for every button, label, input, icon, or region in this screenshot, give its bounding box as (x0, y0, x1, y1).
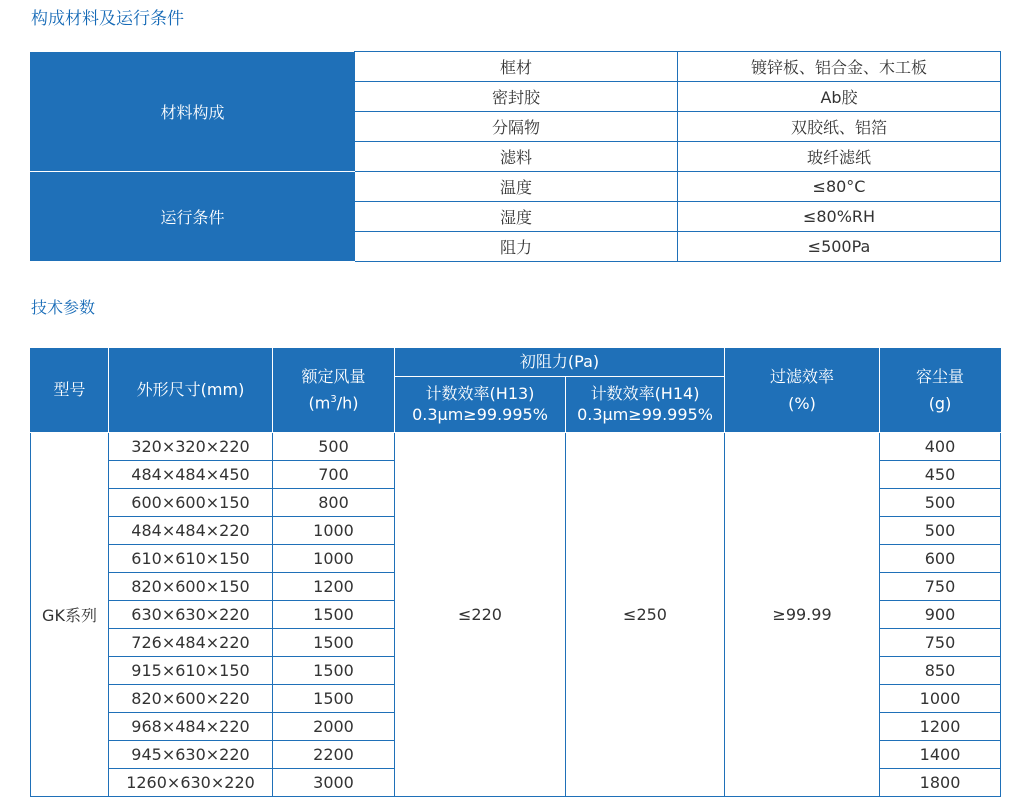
material-value: 镀锌板、铝合金、木工板 (678, 52, 1001, 82)
size-cell: 820×600×150 (109, 573, 273, 601)
airflow-cell: 1500 (273, 629, 395, 657)
header-h13-line1: 计数效率(H13) (425, 383, 535, 403)
section-title-tech: 技术参数 (31, 298, 96, 317)
dust-capacity-cell: 1200 (880, 713, 1001, 741)
material-name: 分隔物 (355, 112, 678, 142)
condition-value: ≤80°C (678, 172, 1001, 202)
size-cell: 630×630×220 (109, 601, 273, 629)
group-label-materials: 材料构成 (31, 52, 355, 172)
size-cell: 968×484×220 (109, 713, 273, 741)
header-airflow-label: 额定风量 (301, 366, 366, 386)
tech-params-table (30, 348, 1001, 797)
header-size: 外形尺寸(mm) (109, 349, 273, 433)
airflow-cell: 1000 (273, 517, 395, 545)
airflow-cell: 1200 (273, 573, 395, 601)
header-airflow-unit (273, 393, 394, 414)
header-h14-line1: 计数效率(H14) (590, 383, 700, 403)
header-efficiency-label: 过滤效率 (770, 366, 835, 386)
dust-capacity-cell: 1400 (880, 741, 1001, 769)
header-dust-unit: (g) (928, 393, 952, 413)
table-row (31, 52, 1001, 82)
dust-capacity-cell: 750 (880, 573, 1001, 601)
size-cell: 484×484×450 (109, 461, 273, 489)
airflow-cell: 1500 (273, 601, 395, 629)
condition-name: 温度 (355, 172, 678, 202)
materials-table (30, 51, 1001, 262)
condition-name: 湿度 (355, 202, 678, 232)
header-efficiency (725, 349, 880, 433)
airflow-unit-open: (m (308, 393, 331, 413)
size-cell: 726×484×220 (109, 629, 273, 657)
material-name: 密封胶 (355, 82, 678, 112)
size-cell: 320×320×220 (109, 433, 273, 461)
group-label-conditions: 运行条件 (31, 172, 355, 262)
condition-name: 阻力 (355, 232, 678, 262)
dust-capacity-cell: 1000 (880, 685, 1001, 713)
material-name: 框材 (355, 52, 678, 82)
size-cell: 484×484×220 (109, 517, 273, 545)
airflow-cell: 2000 (273, 713, 395, 741)
dust-capacity-cell: 500 (880, 517, 1001, 545)
condition-value: ≤80%RH (678, 202, 1001, 232)
header-h14 (566, 377, 725, 433)
airflow-cell: 800 (273, 489, 395, 517)
airflow-cell: 2200 (273, 741, 395, 769)
airflow-cell: 3000 (273, 769, 395, 797)
material-value: 双胶纸、铝箔 (678, 112, 1001, 142)
h14-resistance-cell: ≤250 (566, 433, 725, 797)
dust-capacity-cell: 900 (880, 601, 1001, 629)
header-row (31, 349, 1001, 377)
header-h13 (395, 377, 566, 433)
airflow-cell: 500 (273, 433, 395, 461)
header-dust-label: 容尘量 (916, 366, 965, 386)
size-cell: 610×610×150 (109, 545, 273, 573)
material-value: Ab胶 (678, 82, 1001, 112)
airflow-cell: 1000 (273, 545, 395, 573)
model-cell: GK系列 (31, 433, 109, 797)
header-resistance: 初阻力(Pa) (395, 349, 725, 377)
section-title-materials: 构成材料及运行条件 (31, 9, 184, 29)
header-model: 型号 (31, 349, 109, 433)
airflow-unit-exponent: 3 (330, 394, 337, 406)
header-efficiency-unit: (%) (788, 393, 816, 413)
header-h13-line2: 0.3μm≥99.995% (412, 404, 548, 424)
dust-capacity-cell: 850 (880, 657, 1001, 685)
airflow-unit-close: /h) (336, 393, 359, 413)
size-cell: 945×630×220 (109, 741, 273, 769)
dust-capacity-cell: 600 (880, 545, 1001, 573)
airflow-cell: 700 (273, 461, 395, 489)
header-airflow (273, 349, 395, 433)
material-name: 滤料 (355, 142, 678, 172)
size-cell: 915×610×150 (109, 657, 273, 685)
size-cell: 600×600×150 (109, 489, 273, 517)
dust-capacity-cell: 1800 (880, 769, 1001, 797)
table-row (31, 433, 1001, 461)
dust-capacity-cell: 450 (880, 461, 1001, 489)
efficiency-cell: ≥99.99 (725, 433, 880, 797)
size-cell: 820×600×220 (109, 685, 273, 713)
header-h14-line2: 0.3μm≥99.995% (577, 404, 713, 424)
size-cell: 1260×630×220 (109, 769, 273, 797)
table-row (31, 172, 1001, 202)
header-dust (880, 349, 1001, 433)
dust-capacity-cell: 500 (880, 489, 1001, 517)
material-value: 玻纤滤纸 (678, 142, 1001, 172)
airflow-cell: 1500 (273, 657, 395, 685)
airflow-cell: 1500 (273, 685, 395, 713)
h13-resistance-cell: ≤220 (395, 433, 566, 797)
dust-capacity-cell: 400 (880, 433, 1001, 461)
dust-capacity-cell: 750 (880, 629, 1001, 657)
condition-value: ≤500Pa (678, 232, 1001, 262)
